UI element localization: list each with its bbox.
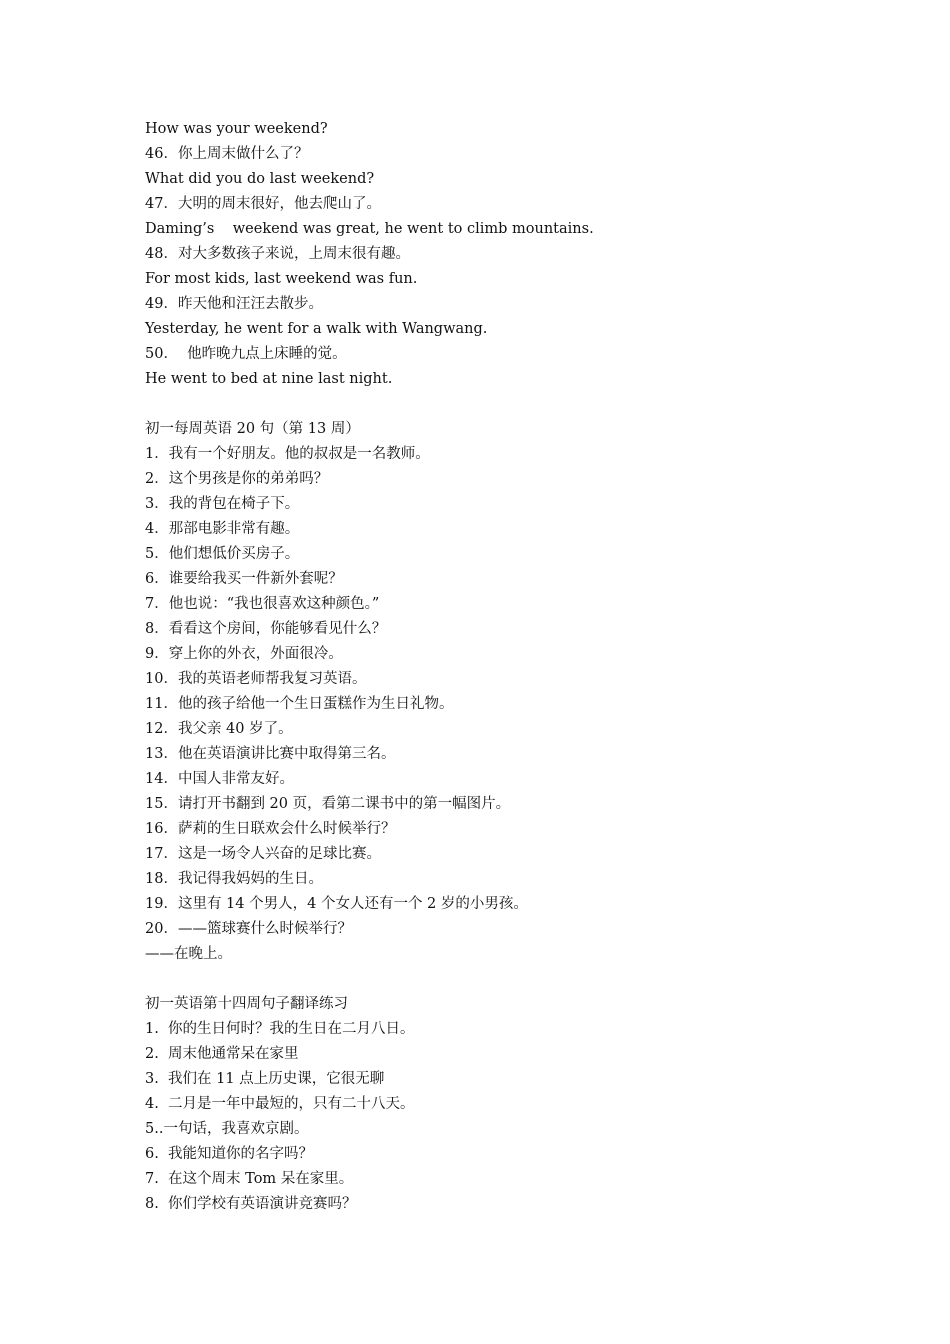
text-line: 49．昨天他和汪汪去散步。 xyxy=(145,296,323,312)
text-line: He went to bed at nine last night. xyxy=(145,371,393,387)
text-line: For most kids, last weekend was fun. xyxy=(145,271,418,287)
text-line: What did you do last weekend? xyxy=(145,171,375,187)
sentence-item: 7. 在这个周末 Tom 呆在家里。 xyxy=(145,1171,354,1187)
sentence-item: 11．他的孩子给他一个生日蛋糕作为生日礼物。 xyxy=(145,696,454,712)
sentence-item: 4. 二月是一年中最短的，只有二十八天。 xyxy=(145,1096,415,1112)
sentence-item: 10．我的英语老师帮我复习英语。 xyxy=(145,671,367,687)
paragraph-gap xyxy=(145,392,845,417)
sentence-item: 12．我父亲 40 岁了。 xyxy=(145,721,293,737)
section-title: 初一每周英语 20 句（第 13 周） xyxy=(145,421,360,437)
week-13-sentences-section xyxy=(145,417,845,967)
sentence-item: 20．——篮球赛什么时候举行？ xyxy=(145,921,352,937)
section-title: 初一英语第十四周句子翻译练习 xyxy=(145,996,348,1012)
sentence-item: 2．这个男孩是你的弟弟吗？ xyxy=(145,471,329,487)
sentence-item: 3．我的背包在椅子下。 xyxy=(145,496,300,512)
weekend-sentences-section xyxy=(145,117,845,392)
sentence-item: 5．他们想低价买房子。 xyxy=(145,546,300,562)
text-line: 50． 他昨晚九点上床睡的觉。 xyxy=(145,346,347,362)
sentence-item: 19．这里有 14 个男人，4 个女人还有一个 2 岁的小男孩。 xyxy=(145,896,528,912)
sentence-item: 9．穿上你的外衣，外面很冷。 xyxy=(145,646,343,662)
sentence-item: 13．他在英语演讲比赛中取得第三名。 xyxy=(145,746,396,762)
week-14-translation-section xyxy=(145,992,845,1217)
sentence-item: 8．看看这个房间，你能够看见什么？ xyxy=(145,621,387,637)
sentence-item: 3. 我们在 11 点上历史课，它很无聊 xyxy=(145,1071,385,1087)
text-line: Yesterday, he went for a walk with Wangwang. xyxy=(145,321,488,337)
sentence-item: 16．萨莉的生日联欢会什么时候举行？ xyxy=(145,821,396,837)
sentence-item: 14．中国人非常友好。 xyxy=(145,771,294,787)
sentence-item: 1. 你的生日何时？我的生日在二月八日。 xyxy=(145,1021,415,1037)
sentence-item: 4．那部电影非常有趣。 xyxy=(145,521,300,537)
sentence-item: 17．这是一场令人兴奋的足球比赛。 xyxy=(145,846,381,862)
text-line: 47．大明的周末很好，他去爬山了。 xyxy=(145,196,381,212)
sentence-item: 6. 我能知道你的名字吗？ xyxy=(145,1146,314,1162)
sentence-item: 15．请打开书翻到 20 页，看第二课书中的第一幅图片。 xyxy=(145,796,511,812)
sentence-item: 2. 周末他通常呆在家里 xyxy=(145,1046,299,1062)
sentence-item: 7．他也说：“我也很喜欢这种颜色。” xyxy=(145,596,380,612)
sentence-item: 8. 你们学校有英语演讲竞赛吗？ xyxy=(145,1196,357,1212)
document-body xyxy=(145,117,845,1217)
sentence-item: ——在晚上。 xyxy=(145,946,232,962)
sentence-item: 18．我记得我妈妈的生日。 xyxy=(145,871,323,887)
paragraph-gap xyxy=(145,967,845,992)
text-line: Daming’s weekend was great, he went to climb mountains. xyxy=(145,221,594,237)
text-line: 48．对大多数孩子来说，上周末很有趣。 xyxy=(145,246,410,262)
sentence-item: 1．我有一个好朋友。他的叔叔是一名教师。 xyxy=(145,446,430,462)
sentence-item: 5..一句话，我喜欢京剧。 xyxy=(145,1121,309,1137)
text-line: 46．你上周末做什么了？ xyxy=(145,146,309,162)
sentence-item: 6．谁要给我买一件新外套呢？ xyxy=(145,571,343,587)
text-line: How was your weekend? xyxy=(145,121,328,137)
